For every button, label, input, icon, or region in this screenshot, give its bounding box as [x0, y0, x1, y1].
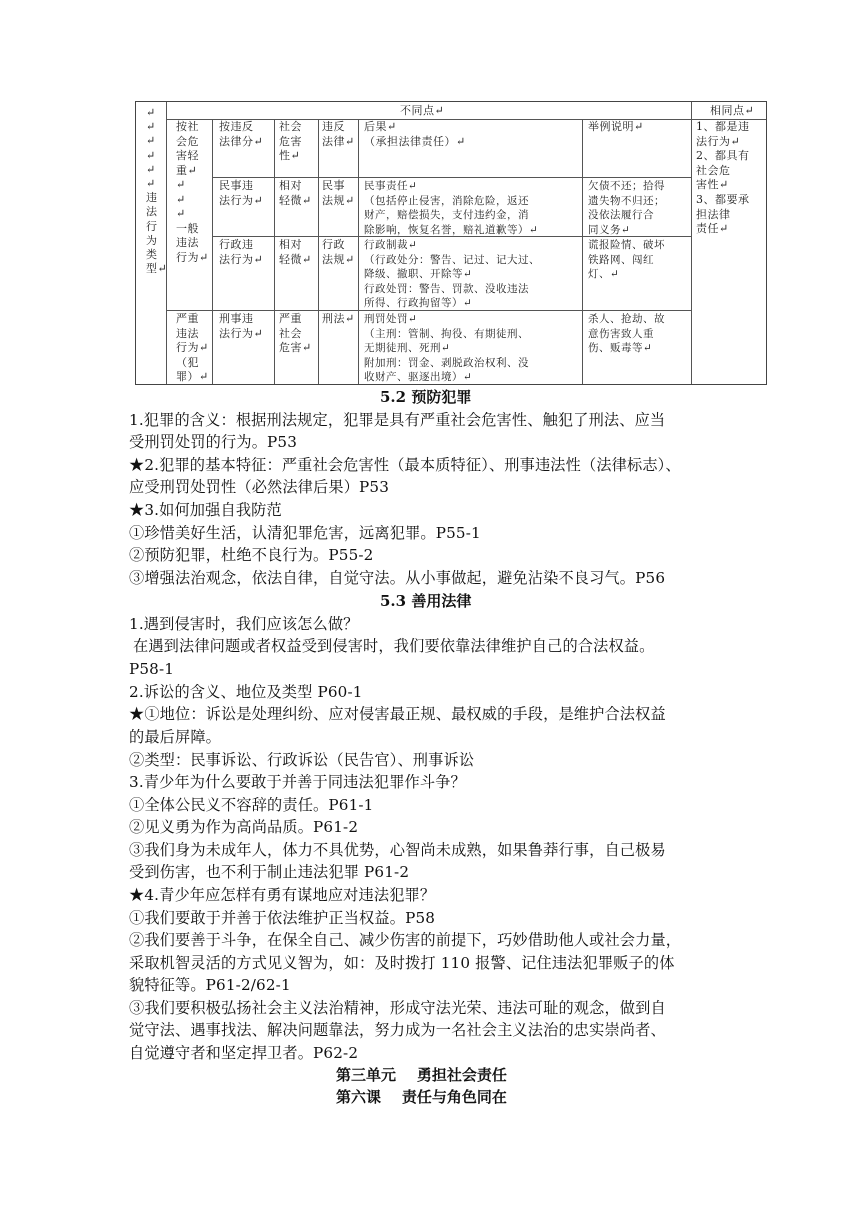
- text-line: ②类型：民事诉讼、行政诉讼（民告官）、刑事诉讼: [129, 751, 475, 769]
- row-crime-harm: 严重 社会 危害↵: [279, 312, 312, 355]
- text-line: ★3.如何加强自我防范: [129, 501, 282, 519]
- col-examples: 举例说明↵: [588, 120, 644, 133]
- section-heading-5-3: 5.3 善用法律: [380, 592, 472, 610]
- text-line: 受刑罚处罚的行为。P53: [129, 433, 298, 451]
- text-line: 的最后屏障。: [129, 728, 222, 746]
- text-line: ①全体公民义不容辞的责任。P61-1: [129, 796, 374, 814]
- row-civil-result: 民事责任↵ （包括停止侵害，消除危险，返还 财产，赔偿损失，支付违约金，消 除影响，恢复名誉，赔礼道歉等）↵: [364, 180, 539, 236]
- text-line: 应受刑罚处罚性（必然法律后果）P53: [129, 478, 390, 496]
- text-line: ②预防犯罪，杜绝不良行为。P55-2: [129, 546, 374, 564]
- text-line: ★2.犯罪的基本特征：严重社会危害性（最本质特征）、刑事违法性（法律标志）、: [129, 456, 681, 474]
- text-line: 采取机智灵活的方式见义智为，如：及时拨打 110 报警、记住违法犯罪贩子的体: [129, 954, 675, 972]
- row-admin-harm: 相对 轻微↵: [279, 238, 312, 266]
- col-violated-law: 违反 法律↵: [322, 120, 355, 148]
- row-crime-law: 刑事违 法行为↵: [219, 312, 264, 340]
- row-admin-example: 谎报险情、破坏 铁路网、闯红 灯、↵: [588, 239, 665, 281]
- text-line: ③增强法治观念，依法自律，自觉守法。从小事做起，避免沾染不良习气。P56: [129, 569, 666, 587]
- row-crime-result: 刑罚处罚↵ （主刑：管制、拘役、有期徒刑、 无期徒刑、死刑↵ 附加刑：罚金、剥脱政治权利、没 收财产、驱逐出境）↵: [364, 313, 529, 384]
- text-line: ①我们要敢于并善于依法维护正当权益。P58: [129, 909, 436, 927]
- illegal-acts-table: [135, 101, 767, 385]
- lesson-title: 第六课 责任与角色同在: [336, 1088, 507, 1106]
- text-line: 1.遇到侵害时，我们应该怎么做？: [129, 615, 359, 633]
- text-line: ③我们要积极弘扬社会主义法治精神，形成守法光荣、违法可耻的观念，做到自: [129, 999, 666, 1017]
- text-line: ★①地位：诉讼是处理纠纷、应对侵害最正规、最权威的手段，是维护合法权益: [129, 705, 666, 723]
- text-line: 觉守法、遇事找法、解决问题靠法，努力成为一名社会主义法治的忠实崇尚者、: [129, 1021, 666, 1039]
- unit-title: 第三单元 勇担社会责任: [336, 1066, 507, 1084]
- general-illegal-label: ↵ ↵ ↵ 一般 违法 行为↵: [176, 178, 209, 264]
- col-social-harm: 社会 危害 性↵: [279, 120, 302, 163]
- text-line: ②我们要善于斗争，在保全自己、减少伤害的前提下，巧妙借助他人或社会力量，: [129, 931, 682, 949]
- text-line: ★4.青少年应怎样有勇有谋地应对违法犯罪？: [129, 886, 436, 904]
- row-crime-example: 杀人、抢劫、故 意伤害致人重 伤、贩毒等↵: [588, 313, 665, 355]
- header-different-points: 不同点↵: [400, 104, 445, 117]
- col-severity: 按社 会危 害轻 重↵: [176, 120, 199, 177]
- text-line: 自觉遵守者和坚定捍卫者。P62-2: [129, 1044, 359, 1062]
- row-admin-result: 行政制裁↵ （行政处分：警告、记过、记大过、 降级、撤职、开除等↵ 行政处罚：警告、罚款、没收违法 所得、行政拘留等）↵: [364, 239, 540, 310]
- row-civil-law: 民事违 法行为↵: [219, 179, 264, 207]
- col-by-law: 按违反 法律分↵: [219, 120, 264, 148]
- text-line: ②见义勇为作为高尚品质。P61-2: [129, 818, 359, 836]
- same-points-list: 1、都是违 法行为↵ 2、都具有 社会危 害性↵ 3、都要承 担法律 责任↵: [696, 120, 750, 236]
- illegal-act-types-label: ↵ ↵ ↵ ↵ ↵ ↵ 违 法 行 为 类 型↵: [146, 106, 168, 276]
- row-crime-label: 严重 违法 行为↵ （犯 罪）↵: [176, 312, 209, 384]
- row-civil-example: 欠债不还；拾得 遗失物不归还； 没依法履行合 同义务↵: [588, 180, 665, 236]
- text-line: ①珍惜美好生活，认清犯罪危害，远离犯罪。P55-1: [129, 524, 481, 542]
- row-admin-violate: 行政 法规↵: [322, 238, 355, 266]
- section-heading-5-2: 5.2 预防犯罪: [380, 388, 472, 406]
- text-line: P58-1: [129, 660, 175, 678]
- text-line: ③我们身为未成年人，体力不具优势，心智尚未成熟，如果鲁莽行事，自己极易: [129, 841, 666, 859]
- row-civil-harm: 相对 轻微↵: [279, 179, 312, 207]
- text-line: 1.犯罪的含义：根据刑法规定，犯罪是具有严重社会危害性、触犯了刑法、应当: [129, 411, 666, 429]
- text-line: 受到伤害，也不利于制止违法犯罪 P61-2: [129, 863, 410, 881]
- text-line: 在遇到法律问题或者权益受到侵害时，我们要依靠法律维护自己的合法权益。: [133, 637, 655, 655]
- text-line: 貌特征等。P61-2/62-1: [129, 976, 291, 994]
- row-crime-violate: 刑法↵: [322, 312, 355, 325]
- col-consequence: 后果↵ （承担法律责任）↵: [364, 120, 466, 148]
- row-civil-violate: 民事 法规↵: [322, 179, 355, 207]
- row-admin-law: 行政违 法行为↵: [219, 238, 264, 266]
- header-same-points: 相同点↵: [710, 104, 755, 117]
- text-line: 2.诉讼的含义、地位及类型 P60-1: [129, 683, 363, 701]
- text-line: 3.青少年为什么要敢于并善于同违法犯罪作斗争？: [129, 773, 466, 791]
